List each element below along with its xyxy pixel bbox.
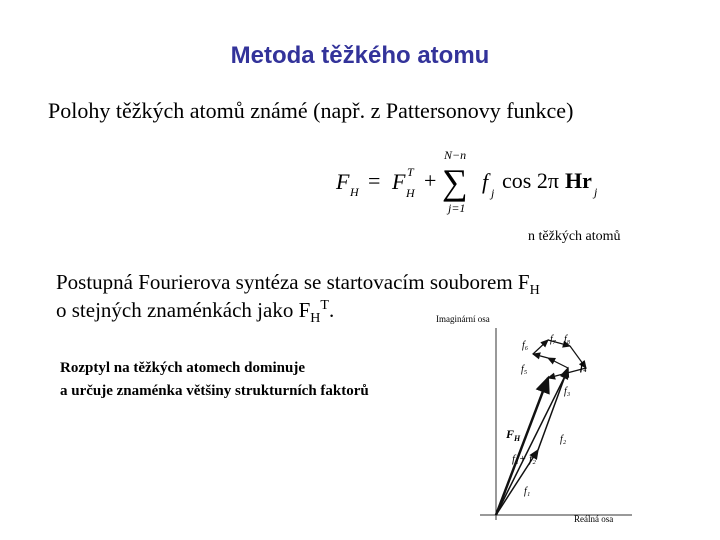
real-axis-label: Reálná osa xyxy=(574,514,614,524)
imaginary-axis-label: Imaginární osa xyxy=(436,314,490,324)
note-heavy-atoms: n těžkých atomů xyxy=(528,229,621,244)
paragraph-line-1-sub: H xyxy=(529,283,540,299)
paragraph-line-2-text: o stejných znaménkách jako F xyxy=(56,298,311,322)
paragraph-line-2-sub: H xyxy=(310,311,321,327)
bold-note-line-1: Rozptyl na těžkých atomech dominuje xyxy=(60,360,305,376)
formula-f-sub: j xyxy=(491,186,495,200)
formula-lhs-sub: H xyxy=(350,185,359,199)
label-f5: f₅ xyxy=(521,364,528,375)
formula-t1-sub: H xyxy=(406,186,415,200)
label-FH: $F_H$ xyxy=(506,427,521,443)
subtitle: Polohy těžkých atomů známé (např. z Pattersonovy funkce) xyxy=(48,98,574,123)
paragraph-line-1 xyxy=(56,270,540,299)
vector-f5 xyxy=(533,340,548,354)
label-f8: f₈ xyxy=(564,334,571,345)
formula-sum-sign: ∑ xyxy=(442,162,468,202)
formula-t1-sup: T xyxy=(407,165,414,179)
page-title: Metoda těžkého atomu xyxy=(230,42,490,69)
label-f3: f₃ xyxy=(564,386,571,397)
formula-Hr: Hr xyxy=(565,168,592,193)
formula-sum-lower: j=1 xyxy=(448,201,466,215)
formula-r-sub: j xyxy=(594,185,598,199)
bold-note-line-2: a určuje znaménka většiny strukturních faktorů xyxy=(60,383,369,399)
paragraph-line-2 xyxy=(56,298,334,327)
formula-cos: cos 2π xyxy=(502,168,559,193)
formula-sum-upper: N−n xyxy=(444,148,467,162)
label-f6: f₆ xyxy=(522,340,529,351)
vector-diagram xyxy=(436,310,636,530)
paragraph-line-1-text: Postupná Fourierova syntéza se startovacím souborem F xyxy=(56,270,530,294)
label-f2: f₂ xyxy=(560,434,567,445)
formula-t1: F xyxy=(392,169,406,194)
formula-f: f xyxy=(482,169,489,194)
label-f4: f₄ xyxy=(580,362,587,373)
formula-equals: = xyxy=(368,168,381,193)
formula-lhs: F xyxy=(336,169,350,194)
vector-f4 xyxy=(533,354,548,358)
paragraph-line-2-end: . xyxy=(328,298,335,322)
vector-f1-f2 xyxy=(496,370,568,515)
paragraph-line-2-sup: T xyxy=(320,298,329,313)
label-f1-f2: f₁+ f₂ xyxy=(512,453,536,465)
label-f7: f₇ xyxy=(550,334,557,345)
formula xyxy=(330,142,620,220)
vector-f3 xyxy=(548,358,568,368)
label-f1: f₁ xyxy=(524,486,531,497)
formula-plus: + xyxy=(424,168,437,193)
vector-FH xyxy=(496,378,548,515)
